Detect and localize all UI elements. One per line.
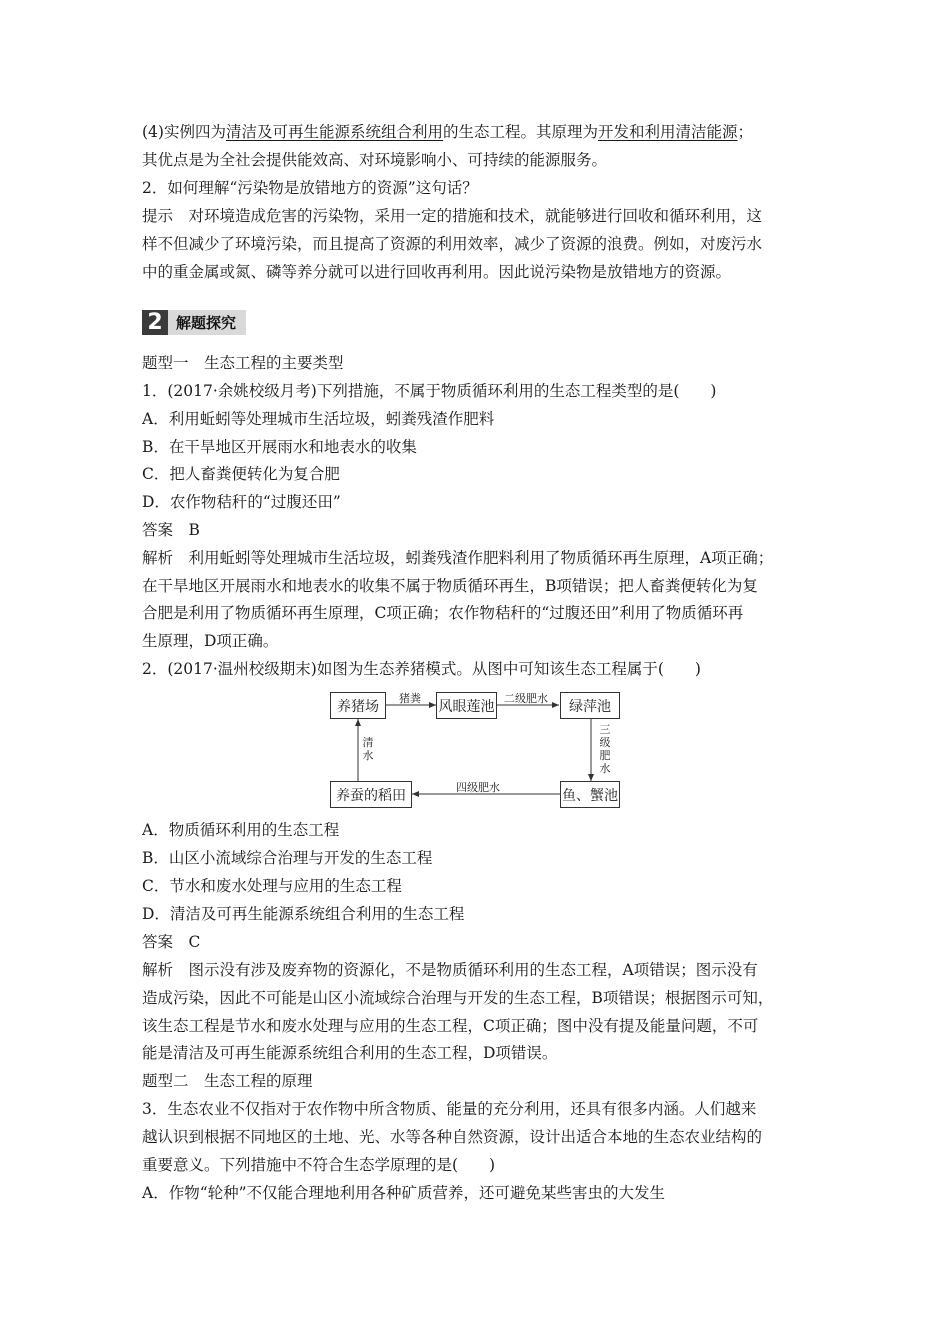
- section-number: 2: [142, 310, 168, 335]
- q3-stem-1: 3．生态农业不仅指对于农作物中所含物质、能量的充分利用，还具有很多内涵。人们越来: [142, 1100, 757, 1118]
- q2-explanation-1: 解析 图示没有涉及废弃物的资源化，不是物质循环利用的生态工程，A项错误；图示没有: [142, 961, 758, 979]
- text-segment: (4)实例四为: [142, 123, 226, 141]
- edge-label-level-2: 二级肥水: [504, 692, 548, 705]
- text-segment: ；: [737, 123, 754, 141]
- underlined-term: 开发和利用清洁能源: [598, 123, 738, 141]
- q1-option-c: C．把人畜粪便转化为复合肥: [142, 465, 340, 483]
- q1-option-d: D．农作物秸秆的“过腹还田”: [142, 493, 341, 511]
- edge-label-level-3: 三级肥水: [599, 723, 611, 775]
- q3-option-a: A．作物“轮种”不仅能合理地利用各种矿质营养，还可避免某些害虫的大发生: [142, 1184, 666, 1202]
- edge-label-clean-water: 清水: [362, 736, 374, 762]
- node-lotus-pond: 风眼莲池: [436, 692, 497, 719]
- q2-answer: 答案 C: [142, 933, 201, 951]
- section-title: 解题探究: [168, 310, 246, 335]
- q2-option-c: C．节水和废水处理与应用的生态工程: [142, 877, 402, 895]
- type-1-heading: 题型一 生态工程的主要类型: [142, 354, 344, 372]
- q1-explanation-1: 解析 利用蚯蚓等处理城市生活垃圾，蚓粪残渣作肥料利用了物质循环再生原理，A项正确；: [142, 549, 774, 567]
- q2-option-d: D．清洁及可再生能源系统组合利用的生态工程: [142, 905, 465, 923]
- edge-label-pig-manure: 猪粪: [399, 692, 421, 705]
- q2-explanation-4: 能是清洁及可再生能源系统组合利用的生态工程，D项错误。: [142, 1044, 558, 1062]
- q2-stem: 2．(2017·温州校级期末)如图为生态养猪模式。从图中可知该生态工程属于( ): [142, 660, 701, 678]
- underlined-term: 清洁及可再生能源系统组合利用: [225, 123, 443, 141]
- q1-answer: 答案 B: [142, 521, 200, 539]
- intro-line-2: 其优点是为全社会提供能效高、对环境影响小、可持续的能源服务。: [142, 151, 608, 169]
- q1-option-b: B．在干旱地区开展雨水和地表水的收集: [142, 438, 417, 456]
- q3-stem-3: 重要意义。下列措施中不符合生态学原理的是( ): [142, 1156, 496, 1174]
- node-silkworm-rice-field: 养蚕的稻田: [330, 781, 412, 808]
- q2-option-a: A．物质循环利用的生态工程: [142, 821, 340, 839]
- node-fish-crab-pond: 鱼、蟹池: [560, 781, 620, 808]
- edge-label-level-4: 四级肥水: [456, 781, 500, 794]
- q2-explanation-3: 该生态工程是节水和废水处理与应用的生态工程，C项正确；图中没有提及能量问题，不可: [142, 1017, 759, 1035]
- text-segment: 的生态工程。其原理为: [442, 123, 598, 141]
- q3-stem-2: 越认识到根据不同地区的土地、光、水等各种自然资源，设计出适合本地的生态农业结构的: [142, 1128, 763, 1146]
- q1-explanation-4: 生原理，D项正确。: [142, 632, 279, 650]
- hint-line-1: 提示 对环境造成危害的污染物，采用一定的措施和技术，就能够进行回收和循环利用，这: [142, 207, 763, 225]
- q1-option-a: A．利用蚯蚓等处理城市生活垃圾，蚓粪残渣作肥料: [142, 410, 495, 428]
- node-pig-farm: 养猪场: [330, 692, 386, 719]
- node-duckweed-pond: 绿萍池: [560, 692, 620, 719]
- q2-option-b: B．山区小流域综合治理与开发的生态工程: [142, 849, 433, 867]
- q1-explanation-3: 合肥是利用了物质循环再生原理，C项正确；农作物秸秆的“过腹还田”利用了物质循环再: [142, 604, 744, 622]
- type-2-heading: 题型二 生态工程的原理: [142, 1072, 313, 1090]
- hint-line-3: 中的重金属或氮、磷等养分就可以进行回收再利用。因此说污染物是放错地方的资源。: [142, 263, 732, 281]
- q1-explanation-2: 在干旱地区开展雨水和地表水的收集不属于物质循环再生，B项错误；把人畜粪便转化为复: [142, 577, 758, 595]
- hint-line-2: 样不但减少了环境污染，而且提高了资源的利用效率，减少了资源的浪费。例如，对废污水: [142, 235, 763, 253]
- q2-explanation-2: 造成污染，因此不可能是山区小流域综合治理与开发的生态工程，B项错误；根据图示可知，: [142, 989, 774, 1007]
- q1-stem: 1．(2017·余姚校级月考)下列措施，不属于物质循环利用的生态工程类型的是( ): [142, 382, 717, 400]
- question-2-intro: 2．如何理解“污染物是放错地方的资源”这句话？: [142, 179, 478, 197]
